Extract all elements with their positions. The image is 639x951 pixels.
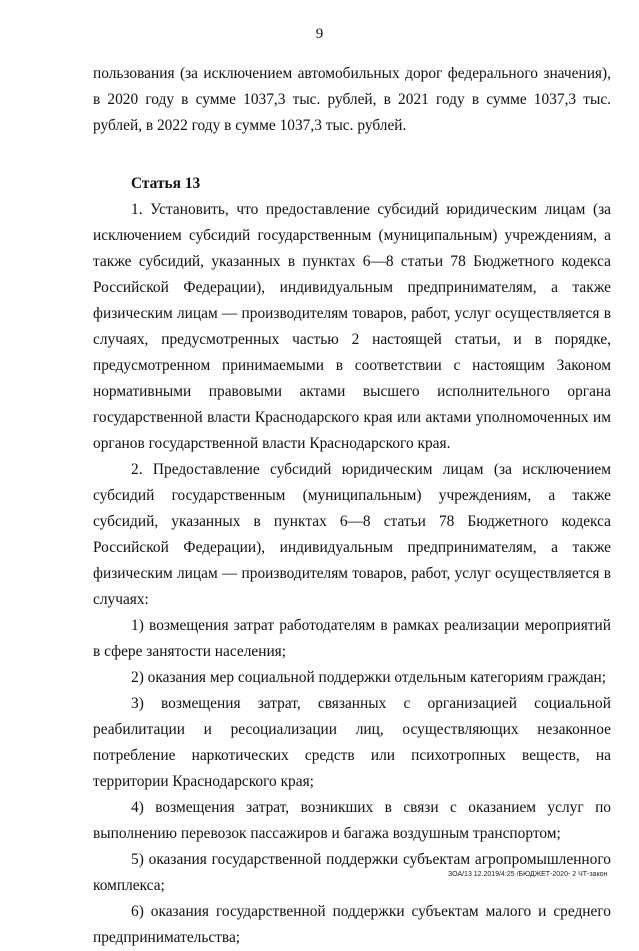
list-item-1: 1) возмещения затрат работодателям в рамках реализации мероприятий в сфере занятости населения; <box>93 617 611 660</box>
footer-code: ЗОА/13 12.2019/4:25 /БЮДЖЕТ-2020- 2 ЧТ-закон <box>448 871 608 878</box>
intro-paragraph: пользования (за исключением автомобильных дорог федерального значения), в 2020 году в сумме 1037,3 тыс. рублей, в 2021 году в сумме 1037,3 тыс. рублей, в 2022 году в сумме 1037,3 тыс. рублей. <box>93 65 611 134</box>
list-item-6: 6) оказания государственной поддержки субъектам малого и среднего предпринимательства; <box>93 903 611 946</box>
paragraph-1: 1. Установить, что предоставление субсидий юридическим лицам (за исключением субсидий государственным (муниципальным) учреждениям, а также субсидий, указанных в пунктах 6—8 статьи 78 Бюджетного кодекса Российской Федерации), индивидуальным предпринимателям, а также физическим лицам — производителям товаров, работ, услуг осуществляется в случаях, предусмотренных частью 2 настоящей статьи, и в порядке, предусмотренном принимаемыми в соответствии с настоящим Законом нормативными правовыми актами высшего исполнительного органа государственной власти Краснодарского края или актами уполномоченных им органов государственной власти Краснодарского края. <box>93 201 611 452</box>
article-title: Статья 13 <box>131 175 201 192</box>
paragraph-2: 2. Предоставление субсидий юридическим лицам (за исключением субсидий государственным (муниципальным) учреждениям, а также субсидий, указанных в пунктах 6—8 статьи 78 Бюджетного кодекса Российской Федерации), индивидуальным предпринимателям, а также физическим лицам — производителям товаров, работ, услуг осуществляется в случаях: <box>93 461 611 608</box>
list-item-3: 3) возмещения затрат, связанных с организацией социальной реабилитации и ресоциализации лиц, осуществляющих незаконное потребление наркотических средств или психотропных веществ, на территории Краснодарского края; <box>93 695 611 790</box>
list-item-2: 2) оказания мер социальной поддержки отдельным категориям граждан; <box>131 669 607 686</box>
document-body <box>93 61 611 951</box>
page-number: 9 <box>315 26 324 42</box>
list-item-4: 4) возмещения затрат, возникших в связи с оказанием услуг по выполнению перевозок пассажиров и багажа воздушным транспортом; <box>93 799 611 842</box>
list-item-5: 5) оказания государственной поддержки субъектам агропромышленного комплекса; <box>93 851 611 894</box>
